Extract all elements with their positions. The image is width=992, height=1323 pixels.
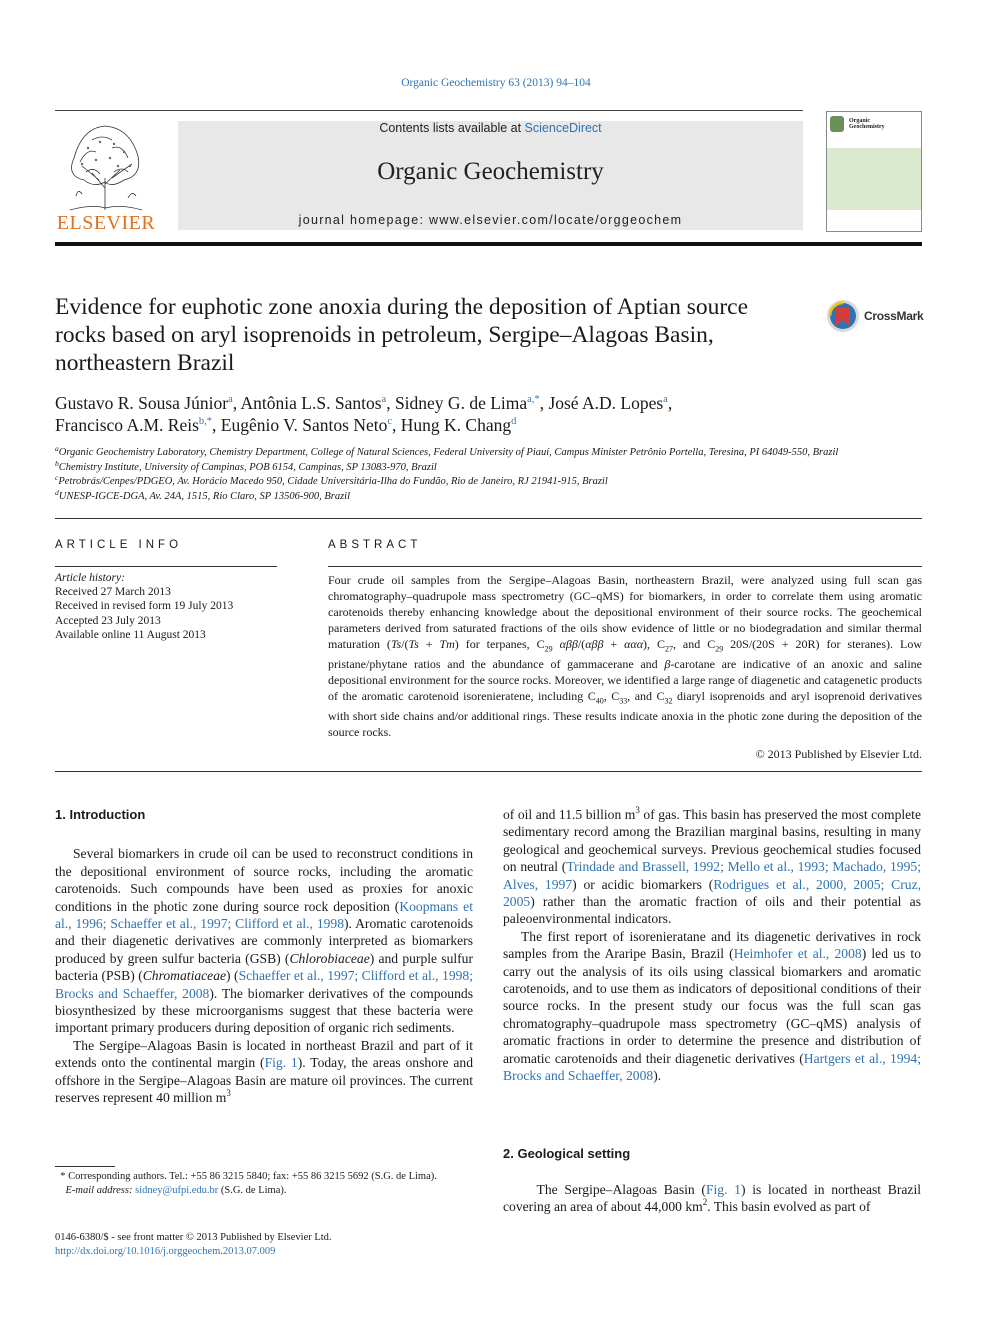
corresponding-author-note: * Corresponding authors. Tel.: +55 86 3215 5840; fax: +55 86 3215 5692 (S.G. de Lima). xyxy=(55,1171,437,1182)
author-affiliation-marker[interactable]: a xyxy=(381,394,387,405)
affiliation-list xyxy=(55,446,922,504)
right-column xyxy=(503,806,921,1085)
revised-date: Received in revised form 19 July 2013 xyxy=(55,600,234,613)
article-info-rule xyxy=(55,566,277,567)
section-heading-introduction: 1. Introduction xyxy=(55,807,146,822)
author-name[interactable]: Francisco A.M. Reis xyxy=(55,415,199,435)
journal-cover-thumbnail[interactable] xyxy=(826,111,922,232)
author-name[interactable]: José A.D. Lopes xyxy=(548,393,664,413)
masthead-bottom-rule xyxy=(55,242,922,246)
issn-line: 0146-6380/$ - see front matter © 2013 Published by Elsevier Ltd. xyxy=(55,1232,332,1243)
online-date: Available online 11 August 2013 xyxy=(55,628,206,641)
abstract-heading: ABSTRACT xyxy=(328,539,422,551)
journal-name: Organic Geochemistry xyxy=(377,158,604,185)
journal-homepage: journal homepage: www.elsevier.com/locate/orggeochem xyxy=(298,213,683,227)
cover-title: Organic Geochemistry xyxy=(849,118,885,130)
history-label: Article history: xyxy=(55,572,125,584)
left-column xyxy=(55,806,473,1107)
author-name[interactable]: Eugênio V. Santos Neto xyxy=(220,415,388,435)
email-link[interactable]: sidney@ufpi.edu.br xyxy=(135,1185,219,1196)
footnote-rule xyxy=(55,1166,115,1167)
homepage-url[interactable]: www.elsevier.com/locate/orggeochem xyxy=(429,213,683,227)
section-heading-geological-setting: 2. Geological setting xyxy=(503,1146,631,1161)
affiliation-b: $^b$Chemistry Institute, University of Campinas, POB 6154, Campinas, SP 13083-970, Brazil xyxy=(55,458,437,473)
accepted-date: Accepted 23 July 2013 xyxy=(55,614,161,627)
sciencedirect-link[interactable]: ScienceDirect xyxy=(524,121,602,135)
intro-paragraph-3: The first report of isorenieratane and its diagenetic derivatives in rock samples from the Araripe Basin, Brazil (Heimhofer et al., 2008) led us to carry out the analysis of its oils using classical biomarkers and aromatic carotenoids, and to use them as indicators of depositional conditions of their source rocks. In the present study our focus was the full scan gas chromatography–quadrupole mass spectrometry (GC–qMS) analysis of aromatic fractions in order to determine the presence and distribution of aromatic carotenoids and their diagenetic derivatives (Hartgers et al., 1994; Brocks and Schaeffer, 2008). xyxy=(503,928,921,1084)
affiliation-a: $^a$Organic Geochemistry Laboratory, Chemistry Department, College of Natural Sciences, Federal University of Piauí, Campus Minister Petrônio Portella, Teresina, PI 64049-550, Brazil xyxy=(55,444,839,458)
author-affiliation-marker[interactable]: a,* xyxy=(527,394,540,405)
footnotes xyxy=(55,1170,473,1198)
author-name[interactable]: Antônia L.S. Santos xyxy=(240,393,382,413)
author-affiliation-marker[interactable]: a xyxy=(228,394,233,405)
author-affiliation-marker[interactable]: c xyxy=(387,416,393,427)
author-affiliation-marker[interactable]: d xyxy=(511,416,517,427)
cover-tree-icon xyxy=(830,116,844,132)
masthead-top-rule xyxy=(55,110,803,111)
section-rule xyxy=(55,771,922,772)
contents-availability: Contents lists available at ScienceDirect xyxy=(379,121,602,135)
front-matter xyxy=(55,1231,473,1259)
received-date: Received 27 March 2013 xyxy=(55,586,171,599)
article-history xyxy=(55,571,277,642)
article-title: Evidence for euphotic zone anoxia during the deposition of Aptian source rocks based on aryl isoprenoids in petroleum, Sergipe–Alagoas Basin, northeastern Brazil xyxy=(55,294,749,376)
email-note: E-mail address: sidney@ufpi.edu.br (S.G. de Lima). xyxy=(65,1185,287,1196)
geological-setting-paragraph: The Sergipe–Alagoas Basin (Fig. 1) is located in northeast Brazil covering an area of about 44,000 $km^2$. This basin evolved as part of xyxy=(503,1182,921,1215)
author-list: Gustavo R. Sousa Júnior$^a$, Antônia L.S. Santos$^a$, Sidney G. de Lima$^{a,*}$, José A.D. Lopes$^a$, Francisco A.M. Reis$^{b,*}$, Eugênio V. Santos Neto$^c$, Hung K. Chang$^d$ xyxy=(55,393,673,435)
author-affiliation-marker[interactable]: b,* xyxy=(198,416,213,427)
author-name[interactable]: Hung K. Chang xyxy=(400,415,512,435)
author-affiliation-marker[interactable]: a xyxy=(663,394,668,405)
abstract-rule xyxy=(328,566,922,567)
affiliation-d: $^d$UNESP-IGCE-DGA, Av. 24A, 1515, Rio Claro, SP 13506-900, Brazil xyxy=(55,487,351,502)
author-name[interactable]: Gustavo R. Sousa Júnior xyxy=(55,393,229,413)
intro-paragraph-2-continued: of oil and 11.5 billion $m^3$ of gas. This basin has preserved the most complete sedimentary record among the Brazilian marginal basins, resulting in many geological and geochemical surveys. Previous geochemical studies focused on neutral (Trindade and Brassell, 1992; Mello et al., 1993; Machado, 1995; Alves, 1997) or acidic biomarkers (Rodrigues et al., 2000, 2005; Cruz, 2005) rather than the aromatic fraction of oils and their potential as paleoenvironmental indicators. xyxy=(503,805,922,927)
section-rule xyxy=(55,518,922,519)
affiliation-c: $^c$Petrobrás/Cenpes/PDGEO, Av. Horácio Macedo 950, Cidade Universitária-Ilha do Fundão, Rio de Janeiro, RJ 21941-915, Brazil xyxy=(55,473,608,487)
article-info-heading: ARTICLE INFO xyxy=(55,539,183,551)
abstract-body: Four crude oil samples from the Sergipe–Alagoas Basin, northeastern Brazil, were analyzed using full scan gas chromatography–quadrupole mass spectrometry (GC–qMS) for biomarkers, in order to correlate them using aromatic carotenoids thereby enhancing knowledge about the depositional environment of their source rocks. The geochemical parameters derived from saturated fractions of the oils show evidence of little or no biodegradation and similar thermal maturation (Ts/(Ts + Tm) for terpanes, $C_{29}$ αββ/(αββ + ααα), $C_{27}$, and $C_{29}$ 20S/(20S + 20R) for steranes). Low pristane/phytane ratios and the abundance of gammacerane and β-carotane are indicative of an anoxic and saline depositional environment for the source rocks. Moreover, we identified a large range of diagenetic and catagenetic products of the aromatic carotenoid isorenieratene, including $C_{40}$, $C_{33}$, and $C_{32}$ diaryl isoprenoids and aryl isoprenoid derivatives with short side chains and/or additional rings. These results indicate anoxia in the photic zone during the deposition of the source rocks. xyxy=(328,573,923,739)
journal-citation[interactable]: Organic Geochemistry 63 (2013) 94–104 xyxy=(401,77,591,89)
intro-paragraph-1: Several biomarkers in crude oil can be used to reconstruct conditions in the depositional environment of source rocks, including the aromatic carotenoids. Such compounds have been used as proxies for anoxic conditions in the photic zone during source rock deposition (Koopmans et al., 1996; Schaeffer et al., 1997; Clifford et al., 1998). Aromatic carotenoids and their diagenetic derivatives are commonly interpreted as biomarkers produced by green sulfur bacteria (GSB) (Chlorobiaceae) and purple sulfur bacteria (PSB) (Chromatiaceae) (Schaeffer et al., 1997; Clifford et al., 1998; Brocks and Schaeffer, 2008). The biomarker derivatives of the compounds biosynthesized by these microorganisms suggest that these bacteria were important primary producers during deposition of organic rich sediments. xyxy=(55,846,474,1036)
elsevier-wordmark: ELSEVIER xyxy=(56,212,156,234)
abstract-copyright: © 2013 Published by Elsevier Ltd. xyxy=(755,747,922,761)
author-name[interactable]: Sidney G. de Lima xyxy=(394,393,528,413)
crossmark-label[interactable]: CrossMark xyxy=(864,309,924,323)
intro-paragraph-2: The Sergipe–Alagoas Basin is located in northeast Brazil and part of it extends onto the continental margin (Fig. 1). Today, the areas onshore and offshore in the Sergipe–Alagoas Basin are mature oil provinces. The current reserves represent 40 million $m^3$ xyxy=(55,1037,473,1106)
doi-link[interactable]: http://dx.doi.org/10.1016/j.orggeochem.2013.07.009 xyxy=(55,1246,276,1257)
